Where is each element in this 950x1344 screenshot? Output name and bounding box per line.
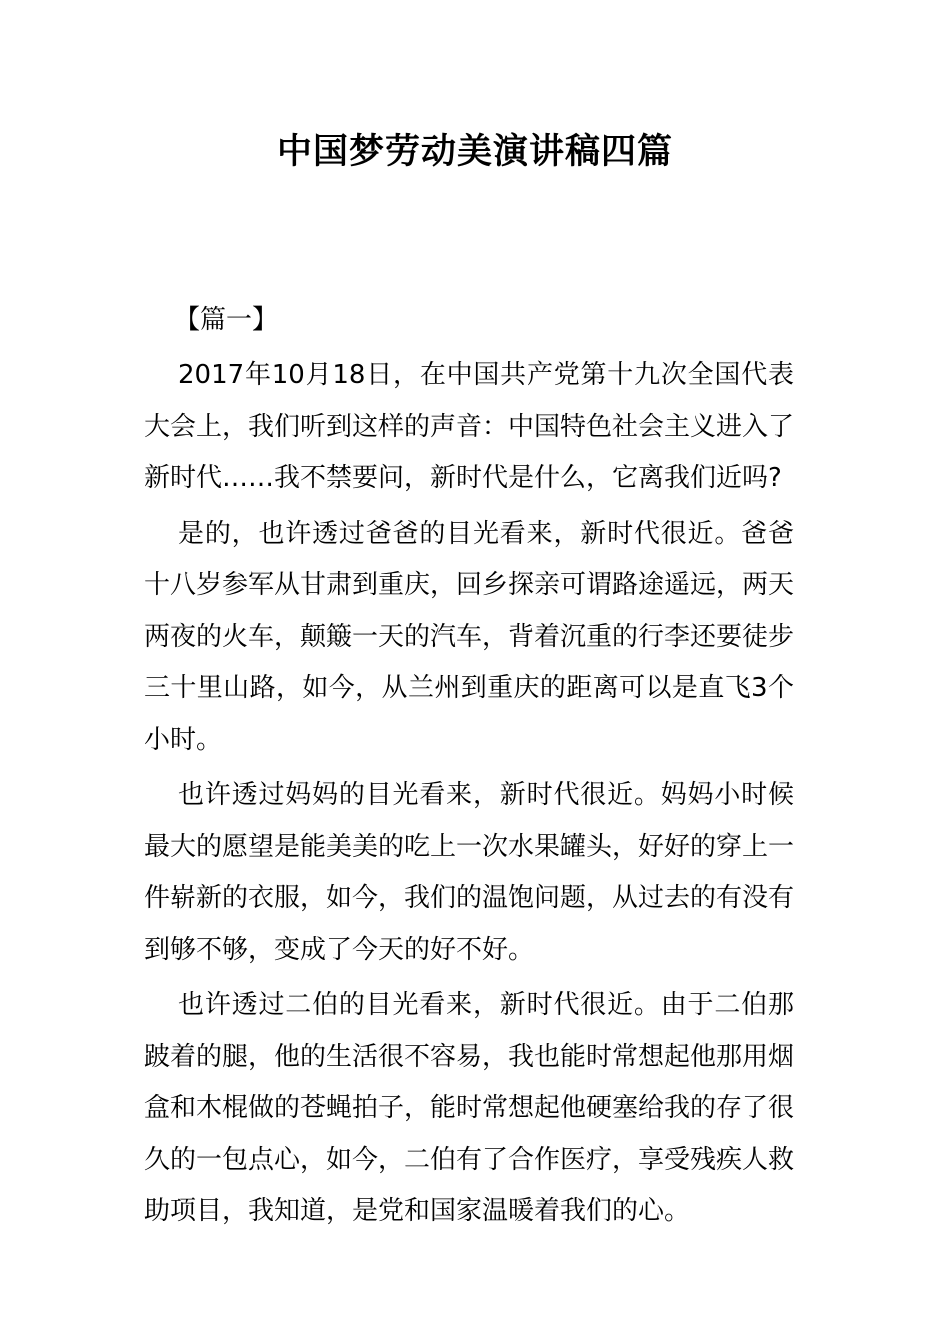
page-title: 中国梦劳动美演讲稿四篇 — [276, 132, 673, 172]
document-body — [144, 350, 794, 1242]
paragraph-1: 2017年10月18日，在中国共产党第十九次全国代表大会上，我们听到这样的声音：中国特色社会主义进入了新时代……我不禁要问，新时代是什么，它离我们近吗? — [144, 360, 795, 493]
section-heading: 【篇一】 — [174, 305, 279, 335]
paragraph-2: 是的，也许透过爸爸的目光看来，新时代很近。爸爸十八岁参军从甘肃到重庆，回乡探亲可谓路途遥远，两天两夜的火车，颠簸一天的汽车，背着沉重的行李还要徒步三十里山路，如今，从兰州到重庆的距离可以是直飞3个小时。 — [144, 518, 795, 755]
paragraph-3: 也许透过妈妈的目光看来，新时代很近。妈妈小时候最大的愿望是能美美的吃上一次水果罐头，好好的穿上一件崭新的衣服，如今，我们的温饱问题，从过去的有没有到够不够，变成了今天的好不好。 — [144, 780, 795, 965]
paragraph-4: 也许透过二伯的目光看来，新时代很近。由于二伯那跛着的腿，他的生活很不容易，我也能时常想起他那用烟盒和木棍做的苍蝇拍子，能时常想起他硬塞给我的存了很久的一包点心，如今，二伯有了合作医疗，享受残疾人救助项目，我知道，是党和国家温暖着我们的心。 — [144, 990, 795, 1226]
